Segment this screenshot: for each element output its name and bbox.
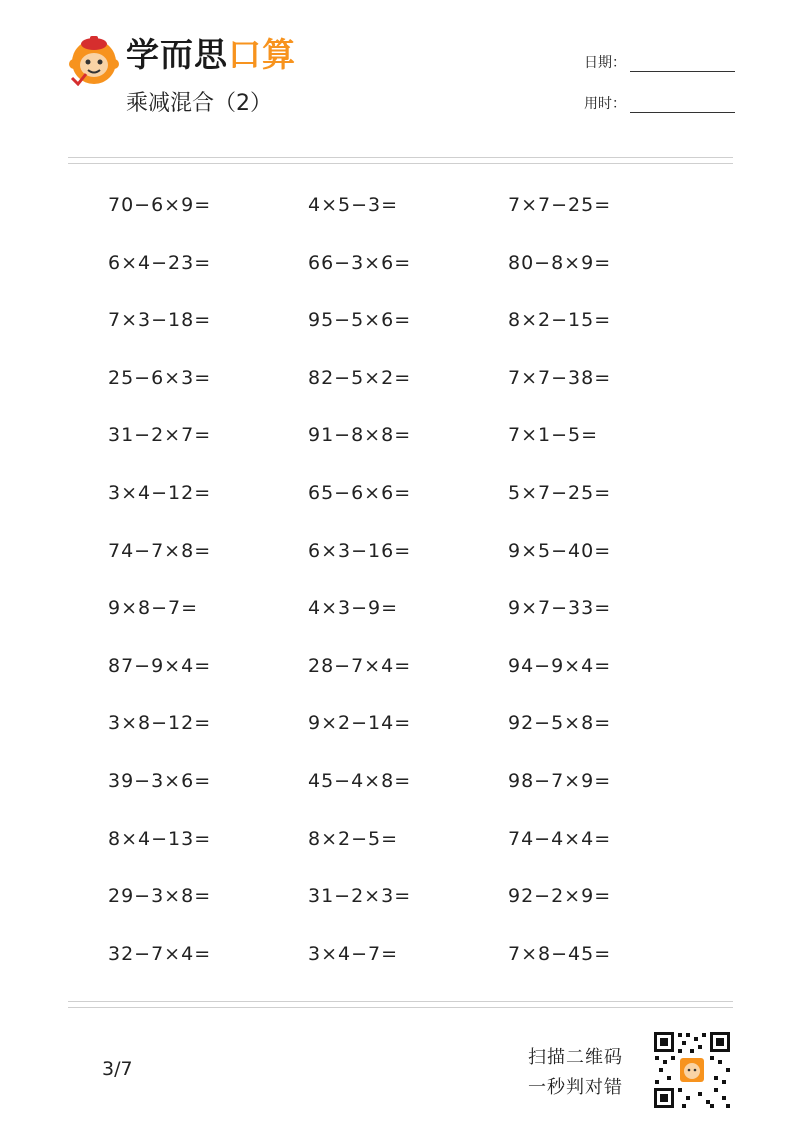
footer-divider-bottom: [68, 1007, 733, 1008]
problem: 25−6×3=: [108, 366, 212, 389]
problem: 32−7×4=: [108, 942, 212, 965]
brand-accent: 口算: [228, 35, 296, 74]
problem: 8×2−15=: [508, 309, 612, 332]
problem: 31−2×7=: [108, 424, 212, 447]
problem: 4×3−9=: [308, 597, 399, 620]
qr-caption-line1: 扫描二维码: [528, 1047, 623, 1068]
problem: 9×8−7=: [108, 597, 199, 620]
problem: 6×4−23=: [108, 251, 212, 274]
problem-row: [108, 884, 708, 942]
qr-code-icon[interactable]: [652, 1030, 732, 1110]
problem: 92−2×9=: [508, 885, 612, 908]
problem: 80−8×9=: [508, 251, 612, 274]
brand-title: [126, 35, 296, 74]
problem-row: [108, 711, 708, 769]
problem: 7×7−25=: [508, 194, 612, 216]
problem: 3×4−7=: [308, 942, 399, 965]
problem: 70−6×9=: [108, 194, 212, 216]
problem: 45−4×8=: [308, 769, 412, 792]
problem: 9×5−40=: [508, 539, 612, 562]
problem: 7×8−45=: [508, 942, 612, 965]
problem-row: [108, 827, 708, 885]
problem: 98−7×9=: [508, 769, 612, 792]
time-field: [584, 93, 735, 113]
qr-caption-line2: 一秒判对错: [528, 1077, 623, 1098]
page-number: 3/7: [102, 1058, 133, 1080]
problem-row: [108, 769, 708, 827]
footer-divider-top: [68, 1001, 733, 1002]
problem: 31−2×3=: [308, 885, 412, 908]
problem-row: [108, 193, 708, 251]
problem: 9×7−33=: [508, 597, 612, 620]
date-blank[interactable]: [630, 57, 735, 72]
header-divider-top: [68, 157, 733, 158]
problem: 7×3−18=: [108, 309, 212, 332]
date-field: [584, 52, 735, 72]
problem: 91−8×8=: [308, 424, 412, 447]
problem-row: [108, 596, 708, 654]
problem: 29−3×8=: [108, 885, 212, 908]
problem: 74−7×8=: [108, 539, 212, 562]
problem-grid: [108, 193, 708, 999]
problem: 5×7−25=: [508, 481, 612, 504]
problem: 87−9×4=: [108, 654, 212, 677]
problem: 7×7−38=: [508, 366, 612, 389]
problem: 4×5−3=: [308, 194, 399, 216]
worksheet-subtitle: 乘减混合（2）: [126, 91, 272, 116]
problem-row: [108, 539, 708, 597]
problem-row: [108, 308, 708, 366]
problem: 8×4−13=: [108, 827, 212, 850]
problem: 7×1−5=: [508, 424, 599, 447]
problem: 3×8−12=: [108, 712, 212, 735]
problem-row: [108, 942, 708, 1000]
problem: 82−5×2=: [308, 366, 412, 389]
problem: 95−5×6=: [308, 309, 412, 332]
problem-row: [108, 366, 708, 424]
problem: 94−9×4=: [508, 654, 612, 677]
problem: 8×2−5=: [308, 827, 399, 850]
problem-row: [108, 423, 708, 481]
problem-row: [108, 251, 708, 309]
monkey-logo-icon: [68, 34, 120, 86]
problem: 28−7×4=: [308, 654, 412, 677]
time-blank[interactable]: [630, 98, 735, 113]
header-divider-bottom: [68, 163, 733, 164]
problem-row: [108, 654, 708, 712]
date-label: 日期：: [584, 55, 626, 71]
problem: 92−5×8=: [508, 712, 612, 735]
problem: 66−3×6=: [308, 251, 412, 274]
problem-row: [108, 481, 708, 539]
problem: 74−4×4=: [508, 827, 612, 850]
problem: 3×4−12=: [108, 481, 212, 504]
problem: 6×3−16=: [308, 539, 412, 562]
brand-main: 学而思: [126, 35, 228, 74]
problem: 65−6×6=: [308, 481, 412, 504]
problem: 39−3×6=: [108, 769, 212, 792]
time-label: 用时：: [584, 96, 626, 112]
problem: 9×2−14=: [308, 712, 412, 735]
